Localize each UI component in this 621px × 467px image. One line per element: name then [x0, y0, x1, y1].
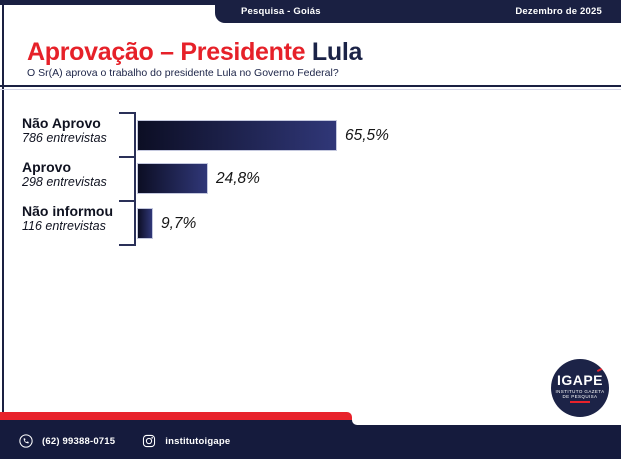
- category-name: Não Aprovo: [22, 115, 101, 131]
- page-title-main: Aprovação – Presidente: [27, 38, 306, 66]
- category-label-block: [22, 116, 127, 145]
- axis-line: [134, 112, 136, 246]
- footer-phone: (62) 99388-0715: [42, 435, 116, 447]
- logo-wordmark: [557, 373, 603, 387]
- page-title-highlight: Lula: [311, 38, 363, 66]
- category-sample-size: 786 entrevistas: [22, 131, 107, 145]
- category-sample-size: 116 entrevistas: [22, 219, 106, 233]
- chart-bar: [137, 120, 337, 151]
- chart-bar: [137, 208, 153, 239]
- footer-notch: [352, 420, 621, 425]
- axis-tick: [119, 112, 136, 114]
- header-date-label: Dezembro de 2025: [515, 6, 602, 17]
- axis-tick: [119, 244, 136, 246]
- value-label: 65,5%: [345, 127, 389, 144]
- footer-contacts: [19, 434, 230, 448]
- category-sample-size: 298 entrevistas: [22, 175, 107, 189]
- category-name: Não informou: [22, 203, 113, 219]
- igape-logo: [551, 359, 609, 417]
- category-label-block: [22, 160, 127, 189]
- logo-tagline-line2: DE PESQUISA: [562, 394, 598, 400]
- chart-bar: [137, 163, 208, 194]
- survey-question: O Sr(A) aprova o trabalho do presidente Lula no Governo Federal?: [27, 67, 339, 79]
- category-label-block: [22, 204, 127, 233]
- logo-red-rule: [570, 401, 590, 403]
- value-label: 9,7%: [161, 215, 197, 232]
- logo-wordmark-text: IGAPE: [556, 372, 604, 389]
- category-name: Aprovo: [22, 159, 71, 175]
- whatsapp-icon: [19, 434, 33, 448]
- logo-tagline: [556, 389, 605, 399]
- instagram-icon: [142, 434, 156, 448]
- header-survey-label: Pesquisa - Goiás: [241, 6, 321, 17]
- value-label: 24,8%: [216, 170, 260, 187]
- footer-instagram-handle: institutoigape: [165, 435, 231, 447]
- axis-tick: [119, 156, 136, 158]
- axis-tick: [119, 200, 136, 202]
- logo-tagline-line1: INSTITUTO GAZETA: [555, 389, 605, 395]
